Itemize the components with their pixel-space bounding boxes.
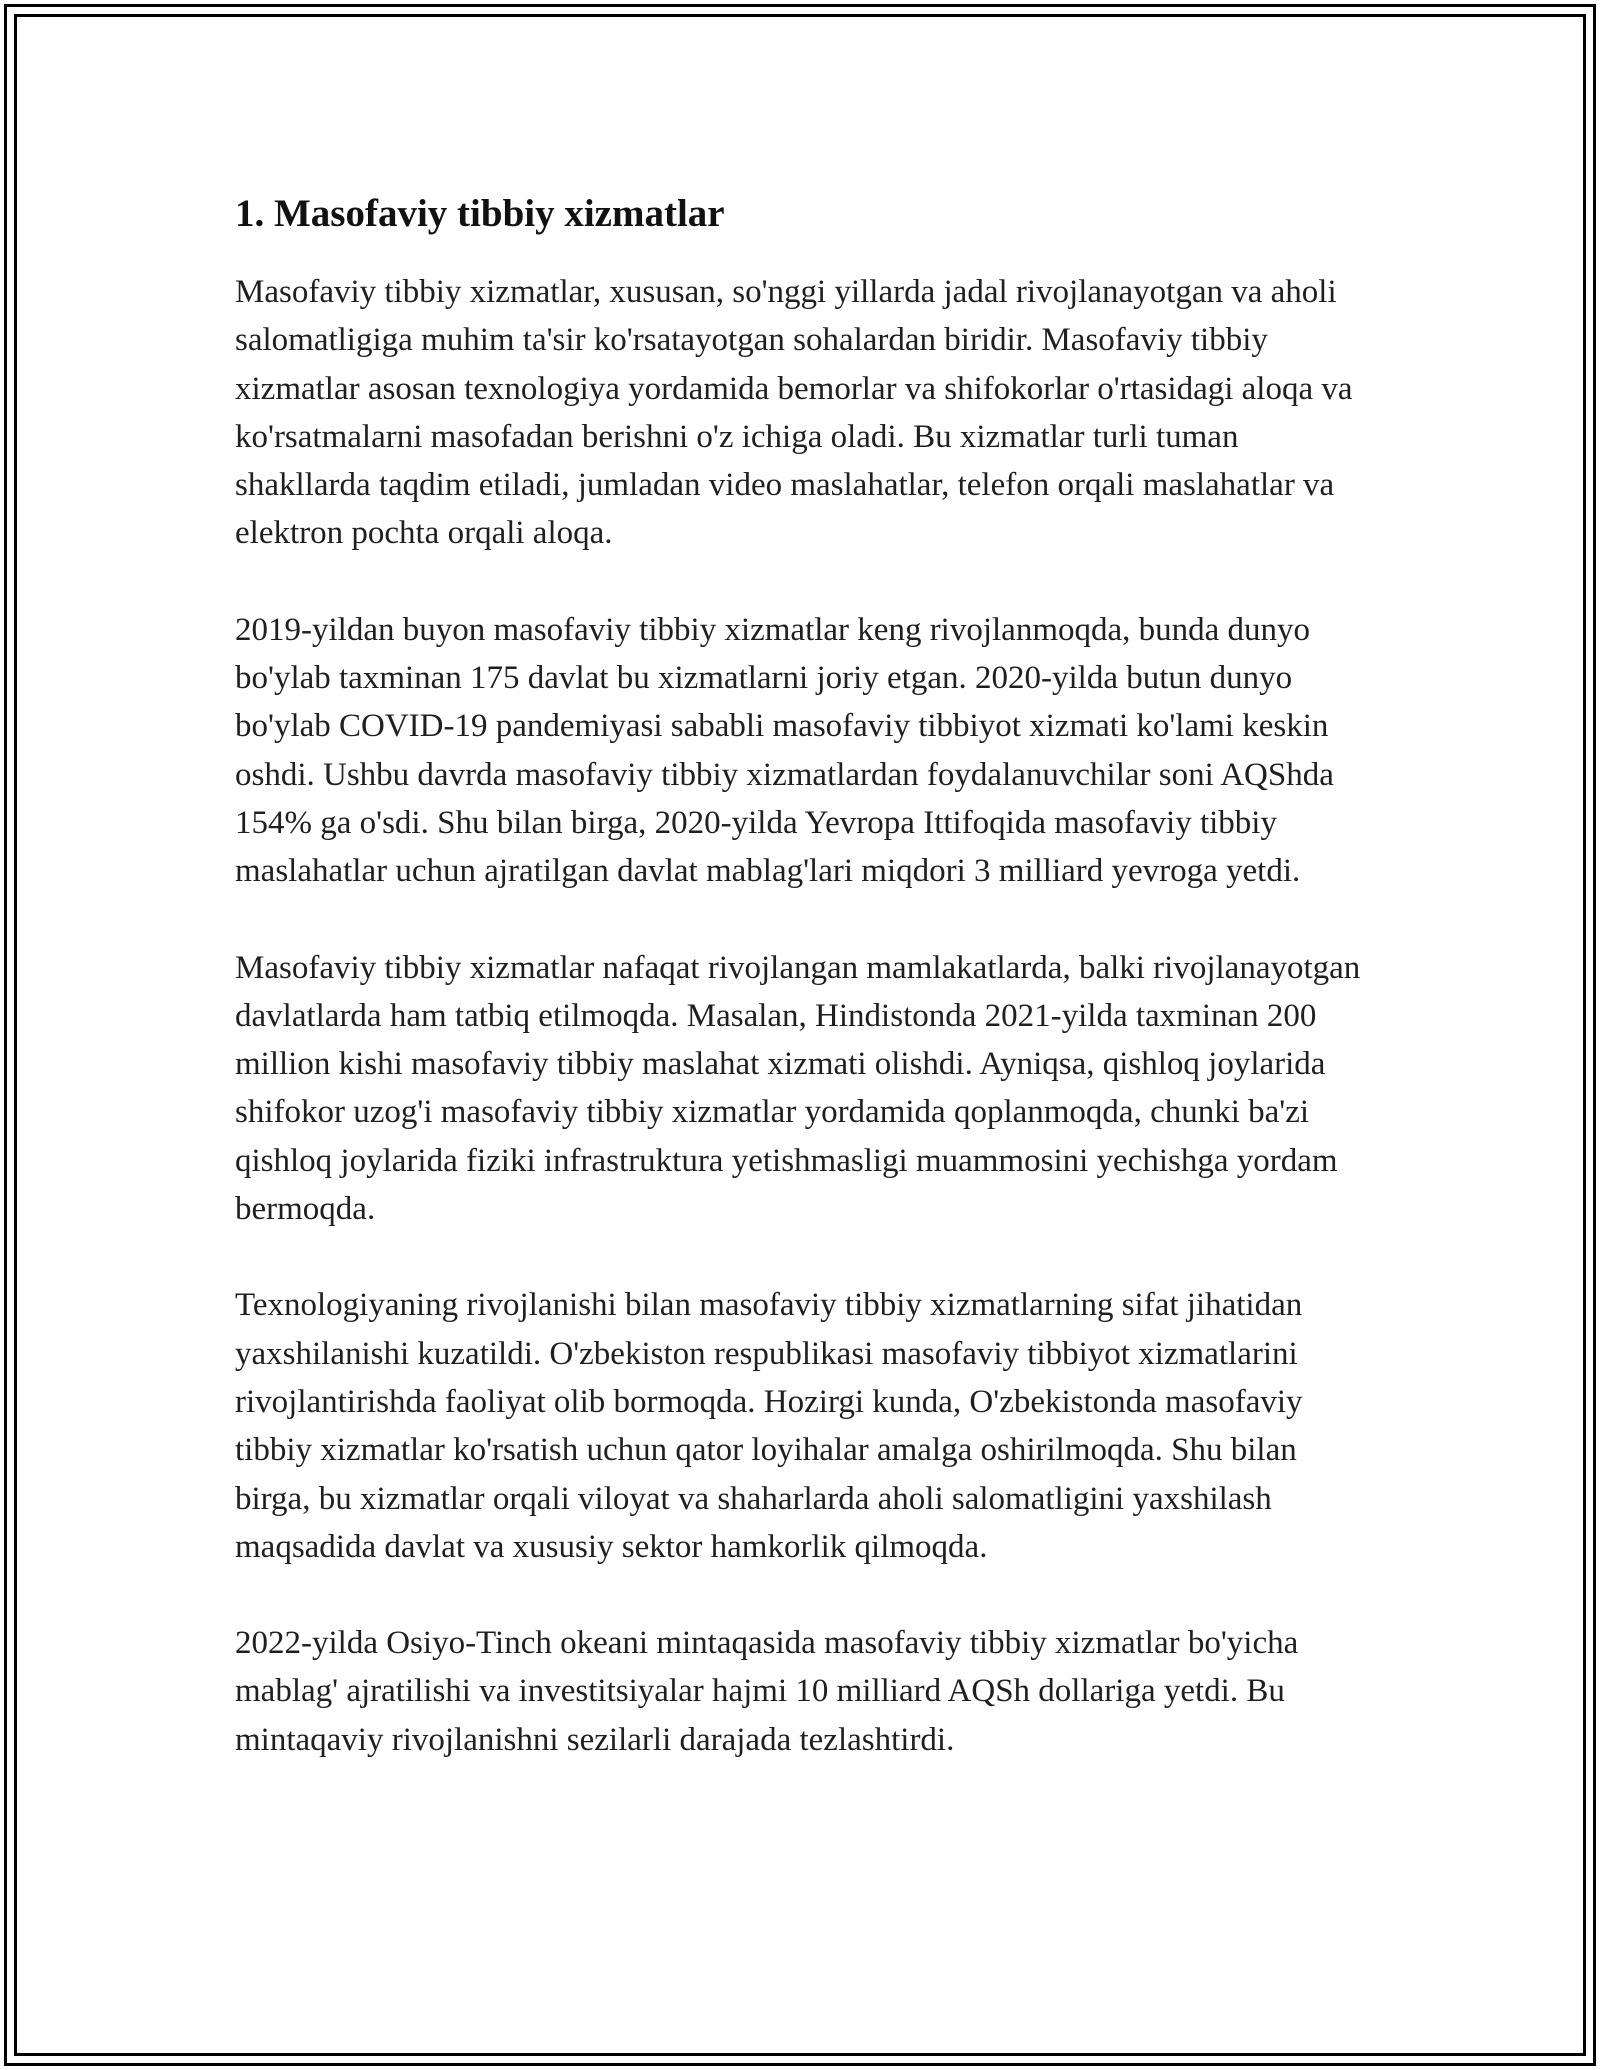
paragraph-intro: Masofaviy tibbiy xizmatlar, xususan, so'nggi yillarda jadal rivojlanayotgan va aholi salomatligiga muhim ta'sir ko'rsatayotgan sohalardan biridir. Masofaviy tibbiy xizmatlar asosan texnologiya yordamida bemorlar va shifokorlar o'rtasidagi aloqa va ko'rsatmalarni masofadan berishni o'z ichiga oladi. Bu xizmatlar turli tuman shakllarda taqdim etiladi, jumladan video maslahatlar, telefon orqali maslahatlar va elektron pochta orqali aloqa. xyxy=(235,274,1353,552)
document-body xyxy=(235,188,1375,1812)
paragraph-uzbekistan: Texnologiyaning rivojlanishi bilan masofaviy tibbiy xizmatlarning sifat jihatidan yaxshilanishi kuzatildi. O'zbekiston respublikasi masofaviy tibbiyot xizmatlarini rivojlantirishda faoliyat olib bormoqda. Hozirgi kunda, O'zbekistonda masofaviy tibbiy xizmatlar ko'rsatish uchun qator loyihalar amalga oshirilmoqda. Shu bilan birga, bu xizmatlar orqali viloyat va shaharlarda aholi salomatligini yaxshilash maqsadida davlat va xususiy sektor hamkorlik qilmoqda. xyxy=(235,1287,1303,1565)
paragraph-asia-pacific: 2022-yilda Osiyo-Tinch okeani mintaqasida masofaviy tibbiy xizmatlar bo'yicha mablag' ajratilishi va investitsiyalar hajmi 10 milliard AQSh dollariga yetdi. Bu mintaqaviy rivojlanishni sezilarli darajada tezlashtirdi. xyxy=(235,1625,1299,1758)
paragraph-global-growth: 2019-yildan buyon masofaviy tibbiy xizmatlar keng rivojlanmoqda, bunda dunyo bo'ylab taxminan 175 davlat bu xizmatlarni joriy etgan. 2020-yilda butun dunyo bo'ylab COVID-19 pandemiyasi sababli masofaviy tibbiyot xizmati ko'lami keskin oshdi. Ushbu davrda masofaviy tibbiy xizmatlardan foydalanuvchilar soni AQShda 154% ga o'sdi. Shu bilan birga, 2020-yilda Yevropa Ittifoqida masofaviy tibbiy maslahatlar uchun ajratilgan davlat mablag'lari miqdori 3 milliard yevroga yetdi. xyxy=(235,611,1334,890)
paragraph-developing-countries: Masofaviy tibbiy xizmatlar nafaqat rivojlangan mamlakatlarda, balki rivojlanayotgan davlatlarda ham tatbiq etilmoqda. Masalan, Hindistonda 2021-yilda taxminan 200 million kishi masofaviy tibbiy maslahat xizmati olishdi. Ayniqsa, qishloq joylarida shifokor uzog'i masofaviy tibbiy xizmatlar yordamida qoplanmoqda, chunki ba'zi qishloq joylarida fiziki infrastruktura yetishmasligi muammosini yechishga yordam bermoqda. xyxy=(235,949,1361,1228)
section-title: 1. Masofaviy tibbiy xizmatlar xyxy=(235,192,725,235)
